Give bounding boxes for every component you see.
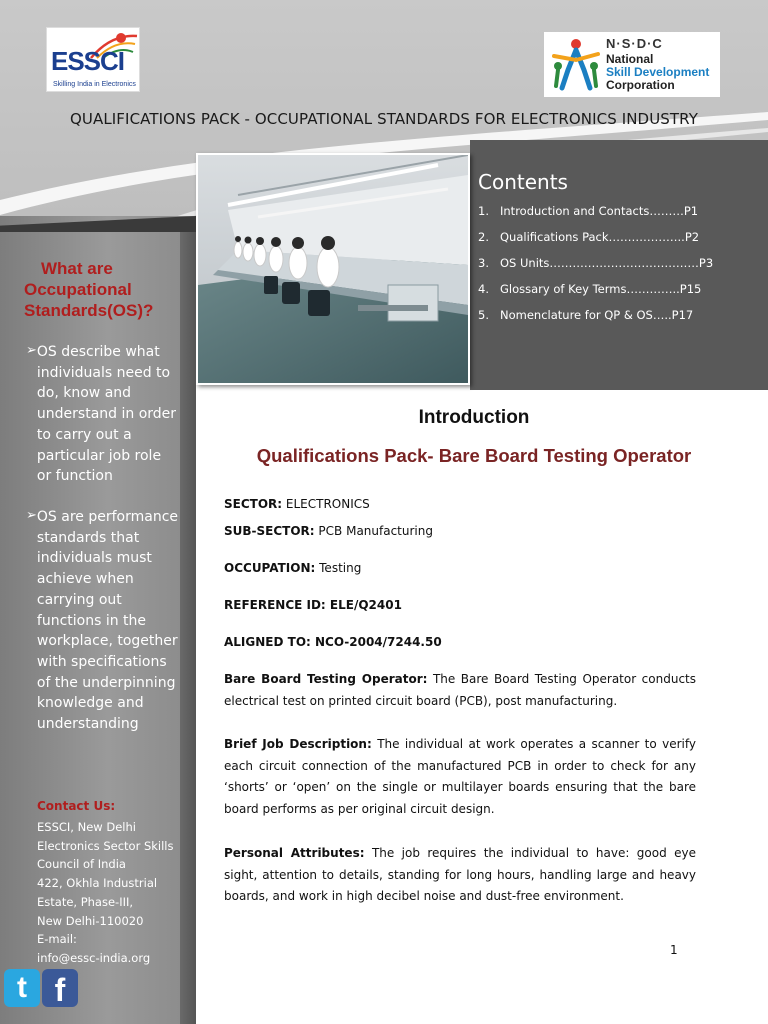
contact-line: New Delhi-110020 — [37, 913, 144, 928]
twitter-icon[interactable]: t — [4, 969, 40, 1007]
contents-item-number: 1. — [478, 204, 489, 218]
essci-tagline: Skilling India in Electronics — [53, 81, 136, 88]
aligned-to: ALIGNED TO: NCO-2004/7244.50 — [224, 635, 442, 649]
contents-item-number: 5. — [478, 308, 489, 322]
subsector-field — [224, 524, 433, 538]
page-number: 1 — [670, 943, 678, 957]
factory-illustration — [198, 155, 468, 383]
brief-label: Brief Job Description: — [224, 737, 372, 751]
role-paragraph — [224, 669, 696, 712]
subsector-label: SUB-SECTOR: — [224, 524, 315, 538]
contents-item — [478, 230, 713, 256]
nsdc-line-2: Skill Development — [606, 65, 710, 79]
occupation-field — [224, 561, 361, 575]
contents-item — [478, 256, 713, 282]
attributes-label: Personal Attributes: — [224, 846, 365, 860]
nsdc-line-1: National — [606, 52, 654, 66]
facebook-icon[interactable]: f — [42, 969, 78, 1007]
brief-job-description — [224, 734, 696, 820]
brief-text: The individual at work operates a scanner to verify each circuit connection of the manufactured PCB in order to check for any ‘shorts’ or ‘open’ on the single or multilayer boards ensuring that the bare board performs as per original circuit design. — [224, 737, 696, 816]
contact-line: Council of India — [37, 857, 126, 872]
arrow-bullet-icon: ➢ — [26, 508, 37, 523]
nsdc-line-3: Corporation — [606, 78, 675, 92]
contact-line: Electronics Sector Skills — [37, 838, 174, 853]
os-question-line-1: What are — [41, 259, 113, 278]
os-question-line-2: Occupational — [24, 280, 132, 299]
reference-id-field — [224, 598, 402, 612]
os-bullet-1 — [26, 342, 178, 487]
contents-item-text: Introduction and Contacts………P1 — [500, 204, 699, 218]
contents-title: Contents — [478, 170, 568, 194]
contents-item — [478, 282, 713, 308]
role-text: The Bare Board Testing Operator conducts electrical test on printed circuit board (PCB), post manufacturing. — [224, 672, 696, 708]
subsector-value: PCB Manufacturing — [318, 524, 433, 538]
os-bullet-text: OS are performance standards that individuals must achieve when carrying out functions in the workplace, together with specifications of the underpinning knowledge and understanding — [36, 509, 179, 733]
occupation-label: OCCUPATION: — [224, 561, 316, 575]
introduction-heading: Introduction — [418, 407, 530, 428]
contents-item — [478, 308, 713, 334]
contents-item-text: OS Units…………………………………P3 — [500, 256, 714, 270]
arrow-bullet-icon: ➢ — [26, 343, 37, 358]
aligned-to-field — [224, 635, 442, 649]
contact-line: 422, Okhla Industrial — [37, 876, 158, 891]
sector-value: ELECTRONICS — [285, 497, 370, 511]
nsdc-logo — [544, 32, 720, 97]
contents-item — [478, 204, 713, 230]
contact-email[interactable]: info@essc-india.org — [37, 950, 151, 965]
sector-label: SECTOR: — [224, 497, 283, 511]
contact-line: Estate, Phase-III, — [37, 894, 134, 909]
nsdc-people-icon — [548, 36, 604, 92]
contents-item-text: Qualifications Pack………………..P2 — [500, 230, 700, 244]
contents-item-number: 4. — [478, 282, 489, 296]
contact-heading: Contact Us: — [37, 799, 116, 813]
occupation-value: Testing — [319, 561, 362, 575]
os-question-heading — [24, 258, 174, 321]
os-question-line-3: Standards(OS)? — [24, 301, 154, 320]
personal-attributes — [224, 843, 696, 908]
reference-id: REFERENCE ID: ELE/Q2401 — [224, 598, 402, 612]
os-bullet-text: OS describe what individuals need to do, know and understand in order to carry out a particular job role or function — [36, 344, 177, 485]
contact-details — [37, 818, 187, 968]
attributes-text: The job requires the individual to have: good eye sight, attention to details, standing for long hours, handling large and heavy boards, and work in high decibel noise and dust-free environment. — [224, 846, 696, 903]
document-title: QUALIFICATIONS PACK - OCCUPATIONAL STANDARDS FOR ELECTRONICS INDUSTRY — [69, 110, 698, 128]
role-label: Bare Board Testing Operator: — [224, 672, 428, 686]
contents-item-text: Glossary of Key Terms…………..P15 — [500, 282, 702, 296]
contents-box — [470, 140, 768, 390]
factory-photo — [196, 153, 470, 385]
contents-item-text: Nomenclature for QP & OS…..P17 — [500, 308, 694, 322]
essci-logo — [46, 27, 140, 92]
essci-wordmark: ESSCI — [51, 46, 125, 76]
contents-item-number: 2. — [478, 230, 489, 244]
os-bullet-2 — [26, 507, 178, 735]
contents-item-number: 3. — [478, 256, 489, 270]
contact-line: E-mail: — [37, 932, 77, 947]
sector-field — [224, 497, 370, 511]
contents-list — [478, 204, 713, 334]
qualifications-pack-heading: Qualifications Pack- Bare Board Testing Operator — [256, 445, 692, 466]
nsdc-acronym: N·S·D·C — [606, 36, 663, 51]
social-links — [4, 969, 78, 1007]
contact-line: ESSCI, New Delhi — [37, 820, 136, 834]
